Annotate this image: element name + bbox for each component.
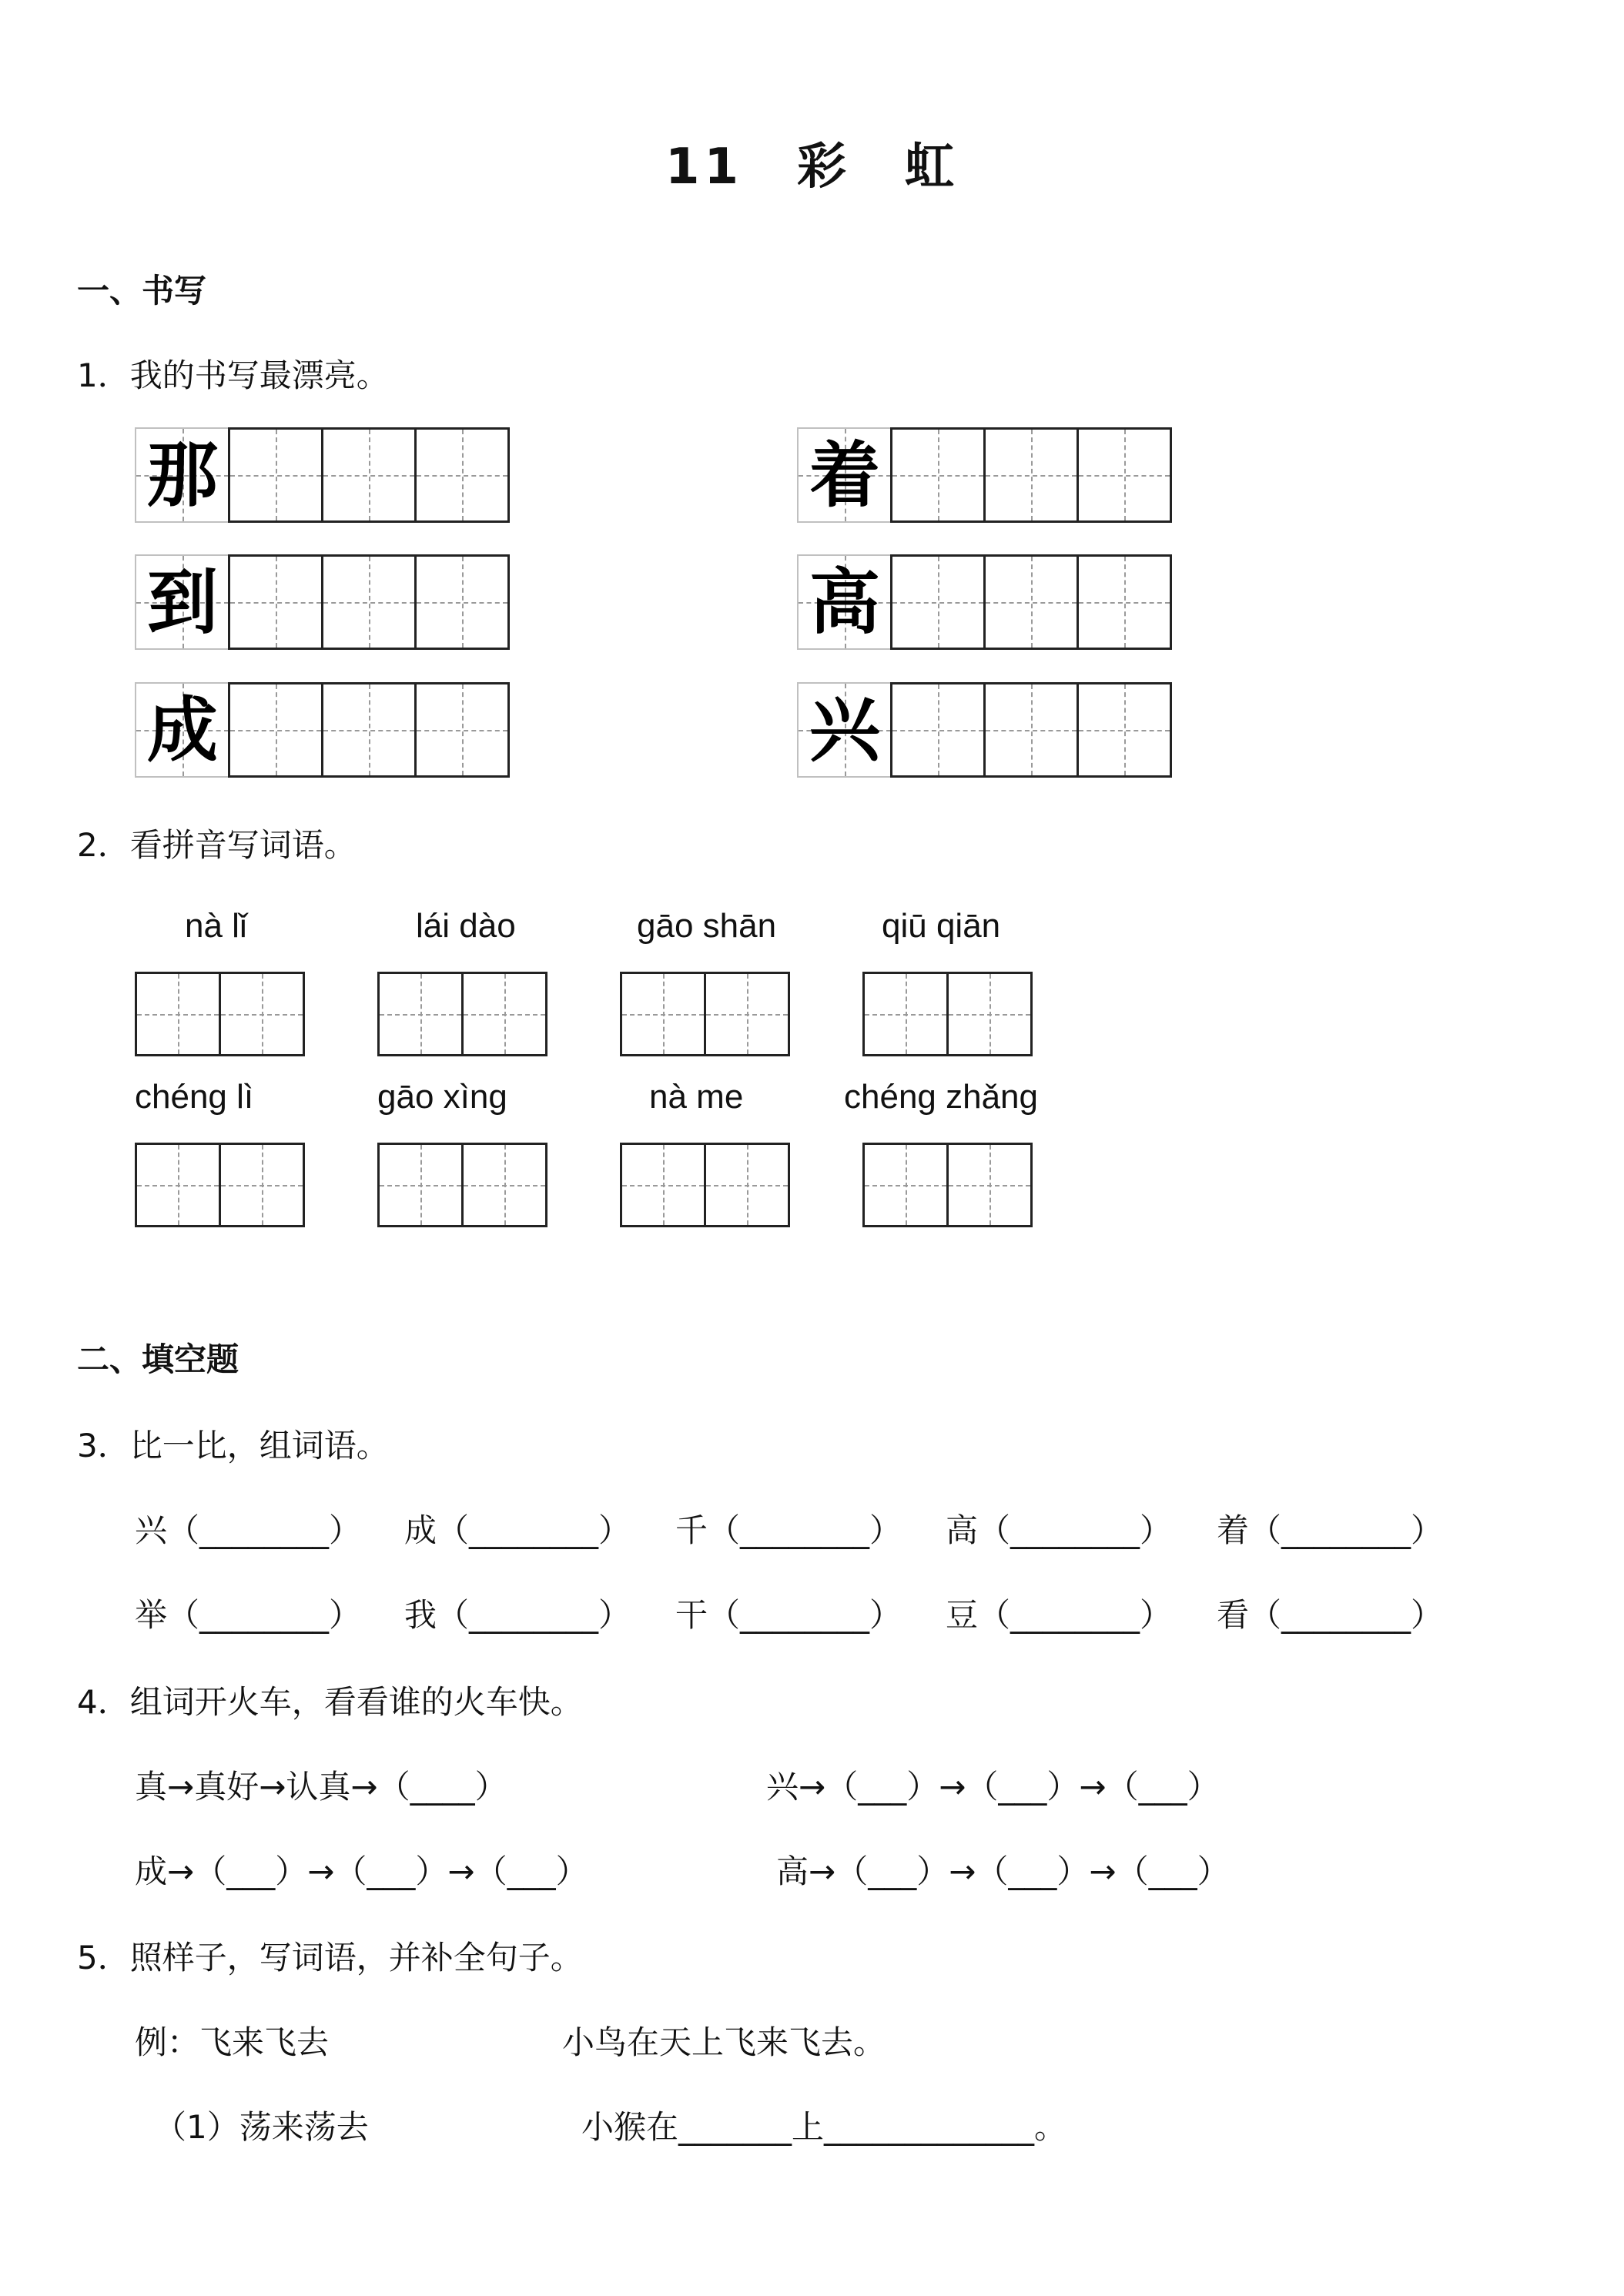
writing-cell[interactable]: [704, 972, 790, 1056]
question-3-label: 3．比一比，组词语。: [77, 1427, 389, 1464]
writing-cell[interactable]: [414, 682, 510, 778]
question-2-label: 2．看拼音写词语。: [77, 826, 357, 864]
page-title: 11 彩 虹: [665, 139, 959, 196]
writing-cell[interactable]: [946, 1143, 1033, 1227]
writing-cell[interactable]: [228, 682, 323, 778]
writing-cell[interactable]: [704, 1143, 790, 1227]
char-practice-row: [135, 554, 510, 650]
word-grid: [620, 972, 790, 1056]
example-sentence: 小鸟在天上飞来飞去。: [562, 2023, 886, 2061]
pinyin-label: chéng lì: [135, 1078, 254, 1116]
model-char-cell: [135, 682, 230, 778]
compare-blank[interactable]: 高（________）: [946, 1511, 1173, 1549]
compare-blank[interactable]: 举（________）: [135, 1596, 362, 1634]
writing-cell[interactable]: [228, 427, 323, 523]
model-char-cell: [135, 554, 230, 650]
writing-cell[interactable]: [620, 972, 706, 1056]
writing-cell[interactable]: [414, 554, 510, 650]
compare-blank[interactable]: 豆（________）: [946, 1596, 1173, 1634]
writing-cell[interactable]: [890, 427, 986, 523]
writing-cell[interactable]: [862, 972, 949, 1056]
compare-blank[interactable]: 看（________）: [1217, 1596, 1444, 1634]
section-heading-fill-blanks: 二、填空题: [77, 1340, 239, 1378]
item-1-sentence-blank[interactable]: 小猴在_______上_____________。: [581, 2108, 1067, 2146]
writing-cell[interactable]: [461, 1143, 547, 1227]
pinyin-label: nà lǐ: [185, 907, 247, 945]
model-char-cell: [135, 427, 230, 523]
model-char: 兴: [809, 688, 880, 771]
writing-cell[interactable]: [135, 972, 221, 1056]
model-char: 成: [146, 688, 218, 771]
writing-cell[interactable]: [1077, 554, 1172, 650]
model-char: 那: [146, 433, 218, 517]
writing-cell[interactable]: [219, 1143, 305, 1227]
writing-cell[interactable]: [377, 972, 464, 1056]
word-grid: [135, 1143, 305, 1227]
model-char: 着: [809, 433, 880, 517]
model-char-cell: [797, 554, 892, 650]
model-char: 高: [809, 561, 880, 644]
compare-blank[interactable]: 干（________）: [675, 1596, 902, 1634]
writing-cell[interactable]: [983, 682, 1079, 778]
word-train-chain[interactable]: 兴→（___）→（___）→（___）: [766, 1768, 1220, 1806]
example-word: 例：飞来飞去: [135, 2023, 330, 2061]
pinyin-label: lái dào: [416, 907, 516, 945]
char-practice-row: [797, 554, 1172, 650]
writing-cell[interactable]: [862, 1143, 949, 1227]
compare-blank[interactable]: 千（________）: [675, 1511, 902, 1549]
compare-blank[interactable]: 着（________）: [1217, 1511, 1444, 1549]
char-practice-row: [135, 427, 510, 523]
section-heading-writing: 一、书写: [77, 272, 207, 310]
compare-blank[interactable]: 兴（________）: [135, 1511, 362, 1549]
writing-cell[interactable]: [377, 1143, 464, 1227]
writing-cell[interactable]: [890, 554, 986, 650]
char-practice-row: [797, 427, 1172, 523]
writing-cell[interactable]: [1077, 682, 1172, 778]
writing-cell[interactable]: [321, 554, 417, 650]
item-1-word: （1）荡来荡去: [154, 2108, 369, 2146]
model-char-cell: [797, 682, 892, 778]
writing-cell[interactable]: [414, 427, 510, 523]
pinyin-label: gāo xìng: [377, 1078, 507, 1116]
word-grid: [135, 972, 305, 1056]
writing-cell[interactable]: [620, 1143, 706, 1227]
writing-cell[interactable]: [219, 972, 305, 1056]
word-grid: [377, 972, 547, 1056]
word-train-chain[interactable]: 真→真好→认真→（____）: [135, 1768, 507, 1806]
writing-cell[interactable]: [946, 972, 1033, 1056]
word-grid: [377, 1143, 547, 1227]
pinyin-label: qiū qiān: [882, 907, 1001, 945]
word-train-chain[interactable]: 高→（___）→（___）→（___）: [776, 1853, 1230, 1890]
model-char: 到: [146, 561, 218, 644]
pinyin-label: gāo shān: [637, 907, 777, 945]
writing-cell[interactable]: [321, 427, 417, 523]
word-train-chain[interactable]: 成→（___）→（___）→（___）: [135, 1853, 588, 1890]
writing-cell[interactable]: [983, 427, 1079, 523]
writing-cell[interactable]: [890, 682, 986, 778]
pinyin-label: nà me: [649, 1078, 744, 1116]
writing-cell[interactable]: [135, 1143, 221, 1227]
compare-blank[interactable]: 成（________）: [404, 1511, 631, 1549]
writing-cell[interactable]: [228, 554, 323, 650]
char-practice-row: [797, 682, 1172, 778]
question-4-label: 4．组词开火车，看看谁的火车快。: [77, 1683, 583, 1721]
question-5-label: 5．照样子，写词语，并补全句子。: [77, 1939, 583, 1976]
word-grid: [862, 972, 1033, 1056]
writing-cell[interactable]: [321, 682, 417, 778]
writing-cell[interactable]: [1077, 427, 1172, 523]
question-1-label: 1．我的书写最漂亮。: [77, 356, 389, 394]
writing-cell[interactable]: [461, 972, 547, 1056]
compare-blank[interactable]: 我（________）: [404, 1596, 631, 1634]
writing-cell[interactable]: [983, 554, 1079, 650]
word-grid: [620, 1143, 790, 1227]
char-practice-row: [135, 682, 510, 778]
pinyin-label: chéng zhǎng: [844, 1078, 1038, 1116]
word-grid: [862, 1143, 1033, 1227]
model-char-cell: [797, 427, 892, 523]
